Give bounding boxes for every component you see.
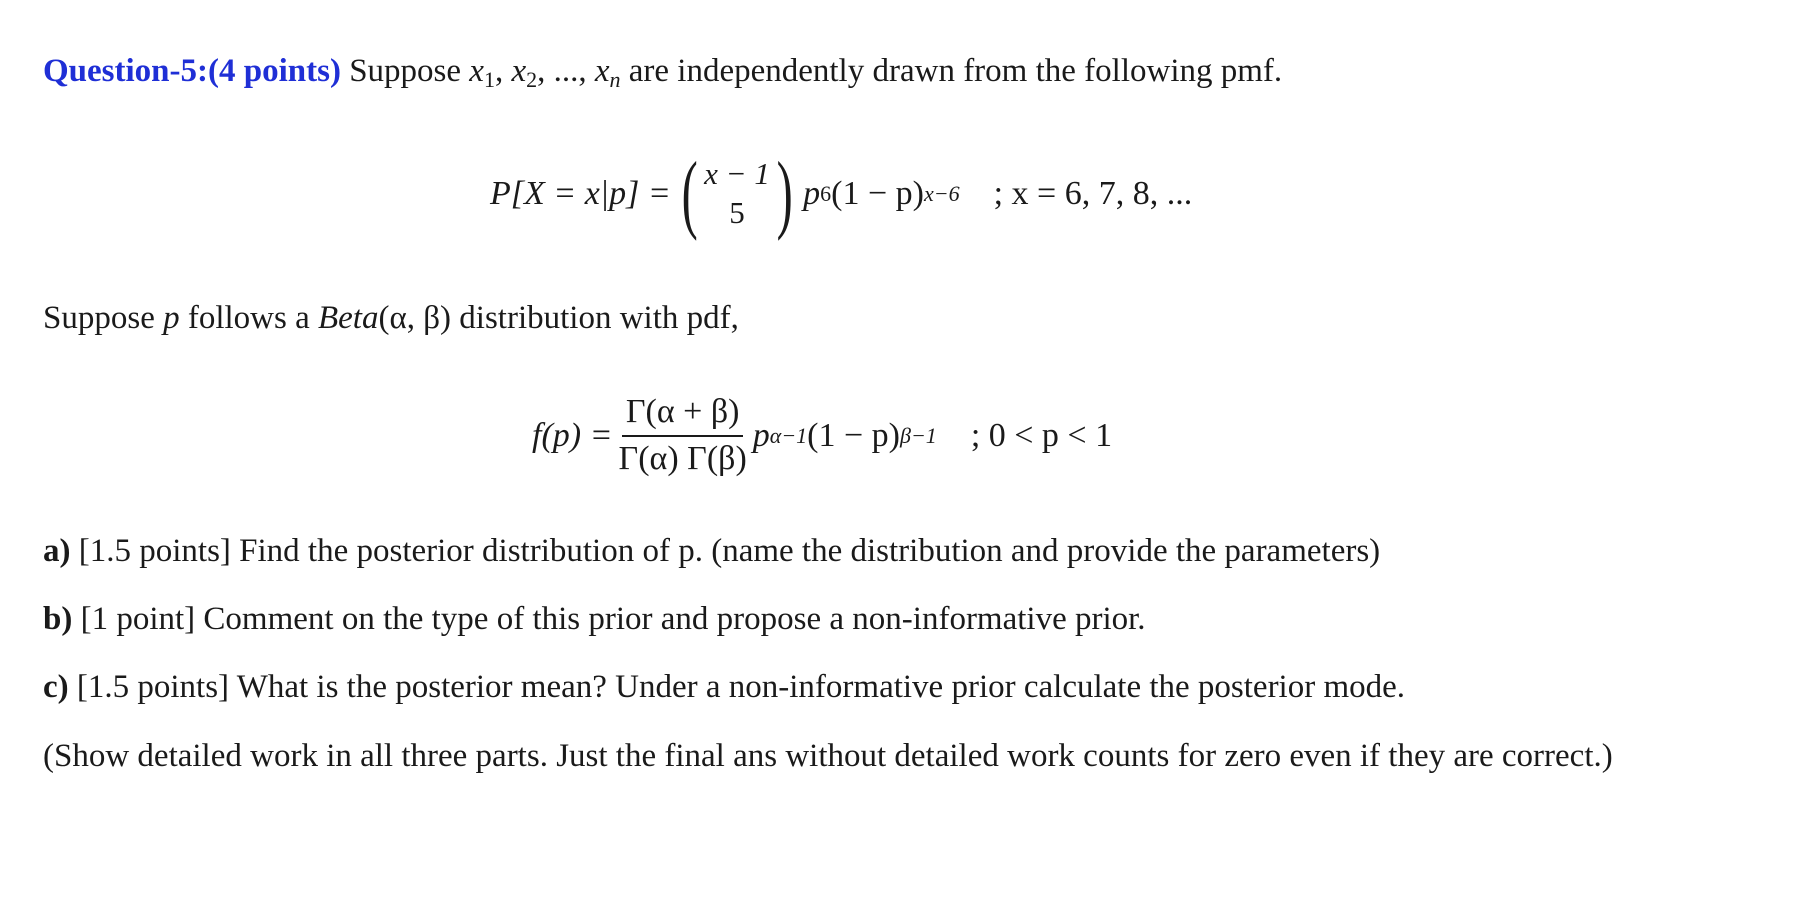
pdf-exp1: α−1 <box>769 422 808 448</box>
question-header: Question-5:(4 points) Suppose $x_1$, $x_2$, ..., $x_n$ are independently drawn from the following pmf. <box>43 53 1283 92</box>
part-a <box>43 530 1380 573</box>
instructions-note: (Show detailed work in all three parts. Just the final ans without detailed work counts for zero even if they are correct.) <box>43 738 1613 774</box>
part-b-text: [1 point] Comment on the type of this prior and propose a non-informative prior. <box>80 601 1146 637</box>
intro-text-start: Suppose <box>349 53 470 89</box>
pdf-lhs: f(p) = <box>532 416 613 454</box>
pdf-exp2: β−1 <box>900 422 937 448</box>
pdf-base: p <box>752 416 770 454</box>
gamma-fraction <box>615 392 751 480</box>
pdf-equation <box>532 392 1112 480</box>
part-b <box>43 598 1146 641</box>
part-c <box>43 666 1405 709</box>
intro-text-end: are independently drawn from the following pmf. <box>620 53 1283 89</box>
fraction-numerator: Γ(α + β) <box>622 392 744 437</box>
part-c-label: c) <box>43 669 69 705</box>
part-a-label: a) <box>43 533 71 569</box>
pmf-base: p <box>803 174 821 212</box>
pdf-condition: ; 0 < p < 1 <box>970 416 1113 454</box>
pmf-exp2: x−6 <box>923 181 960 206</box>
part-a-text: [1.5 points] Find the posterior distribution of p. (name the distribution and provide the parameters) <box>78 533 1381 569</box>
binom-top: x − 1 <box>704 156 770 192</box>
pmf-condition: ; x = 6, 7, 8, ... <box>993 174 1193 212</box>
fraction-denominator: Γ(α) Γ(β) <box>618 439 747 477</box>
question-label: Question-5:(4 points) <box>43 53 341 89</box>
part-b-label: b) <box>43 601 73 637</box>
part-c-text: [1.5 points] What is the posterior mean? Under a non-informative prior calculate the posterior mode. <box>76 669 1406 705</box>
pmf-equation: P[X = x|p] = ( x − 1 5 ) p 6 (1 − p) x−6 ; x = 6, 7, 8, ... <box>490 145 1193 242</box>
pmf-lhs: P[X = x|p] = <box>490 174 671 212</box>
pdf-factor: (1 − p) <box>807 416 900 454</box>
binomial-coefficient: ( x − 1 5 ) <box>681 145 793 242</box>
binom-bottom: 5 <box>729 195 745 230</box>
pmf-factor: (1 − p) <box>831 174 924 212</box>
var-x1: x <box>469 53 484 89</box>
prior-sentence: Suppose p follows a Beta(α, β) distribution with pdf, <box>43 300 739 336</box>
